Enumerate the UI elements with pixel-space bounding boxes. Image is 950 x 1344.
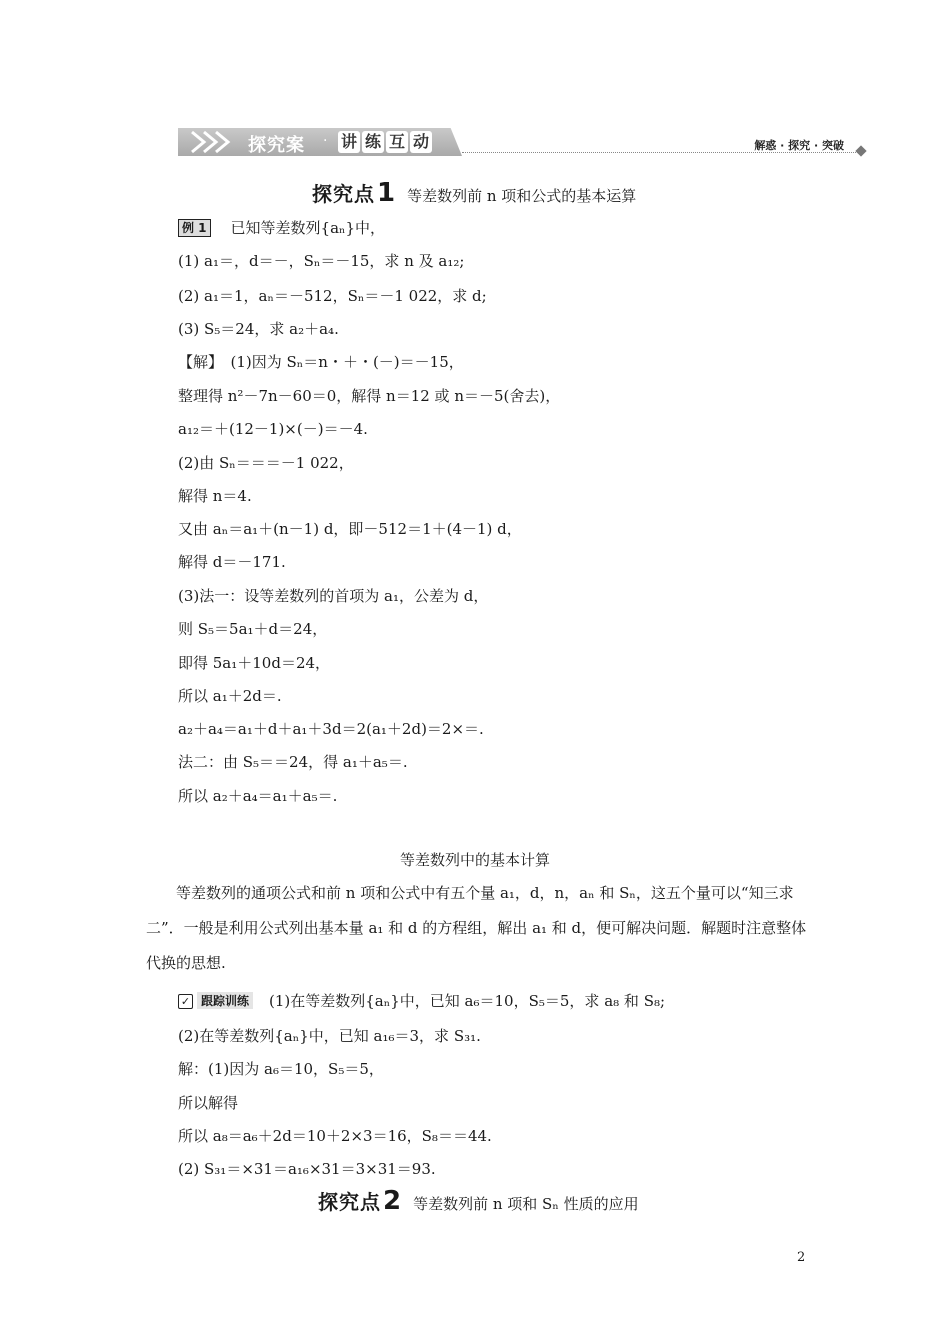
header-banner <box>178 128 462 156</box>
banner-title: 探究案 <box>248 135 305 156</box>
section-label: 探究点 <box>318 1190 381 1214</box>
check-icon: ✓ <box>178 994 193 1009</box>
method-title: 等差数列中的基本计算 <box>399 851 550 869</box>
example-line <box>178 217 385 238</box>
text-line: (2) S₃₁＝×31＝a₁₆×31＝3×31＝93. <box>178 1160 436 1178</box>
follow-practice-line <box>178 990 665 1011</box>
banner-tag: 动 <box>410 131 432 153</box>
text-line: a₁₂＝＋(12－1)×(－)＝－4. <box>178 420 368 438</box>
banner-separator: · <box>323 133 328 149</box>
text-line: 【解】 (1)因为 Sₙ＝n・＋・(－)＝－15， <box>178 353 464 371</box>
text-line: (2)在等差数列{aₙ}中，已知 a₁₆＝3，求 S₃₁. <box>178 1027 481 1045</box>
section-label: 探究点 <box>312 182 375 206</box>
text-line: 整理得 n²－7n－60＝0，解得 n＝12 或 n＝－5(舍去)， <box>178 387 561 405</box>
text-line: 所以 a₂＋a₄＝a₁＋a₅＝. <box>178 787 338 805</box>
chevron-right-icon <box>188 130 238 154</box>
text-line: (3) S₅＝24，求 a₂＋a₄. <box>178 320 339 338</box>
example-badge: 例 1 <box>178 219 211 237</box>
text-line: (2)由 Sₙ＝＝＝－1 022， <box>178 454 354 472</box>
banner-tag: 讲 <box>338 131 360 153</box>
diamond-icon <box>855 145 866 156</box>
text-line: (3)法一：设等差数列的首项为 a₁，公差为 d， <box>178 587 489 605</box>
text-line: 则 S₅＝5a₁＋d＝24， <box>178 620 328 638</box>
header-right-text: 解惑 · 探究 · 突破 <box>754 139 844 152</box>
page-number: 2 <box>797 1250 806 1265</box>
text-line: 所以解得 <box>178 1094 239 1112</box>
text-line: 解得 n＝4. <box>178 487 252 505</box>
text-line: 所以 a₁＋2d＝. <box>178 687 282 705</box>
text-line: a₂＋a₄＝a₁＋d＋a₁＋3d＝2(a₁＋2d)＝2×＝. <box>178 720 484 738</box>
section-title: 等差数列前 n 项和 Sₙ 性质的应用 <box>413 1195 639 1213</box>
text-line: 解：(1)因为 a₆＝10，S₅＝5， <box>178 1060 384 1078</box>
section-number: 1 <box>377 178 396 208</box>
section-title: 等差数列前 n 项和公式的基本运算 <box>407 187 637 205</box>
text-line: 又由 aₙ＝a₁＋(n－1) d，即－512＝1＋(4－1) d， <box>178 520 522 538</box>
text-line: (1) a₁＝，d＝－，Sₙ＝－15，求 n 及 a₁₂; <box>178 252 465 270</box>
example-prompt: 已知等差数列{aₙ}中， <box>230 219 386 237</box>
banner-tag: 互 <box>386 131 408 153</box>
section-heading-2 <box>318 1186 639 1216</box>
section-heading-1 <box>312 178 636 208</box>
text-line: 法二：由 S₅＝＝24，得 a₁＋a₅＝. <box>178 753 408 771</box>
follow-question: (1)在等差数列{aₙ}中，已知 a₆＝10，S₅＝5，求 a₈ 和 S₈; <box>269 992 666 1010</box>
text-line: 即得 5a₁＋10d＝24， <box>178 654 331 672</box>
banner-tags <box>338 131 432 153</box>
text-line: 所以 a₈＝a₆＋2d＝10＋2×3＝16，S₈＝＝44. <box>178 1127 492 1145</box>
text-line: 解得 d＝－171. <box>178 553 286 571</box>
follow-practice-label: 跟踪训练 <box>197 992 253 1009</box>
text-line: (2) a₁＝1，aₙ＝－512，Sₙ＝－1 022，求 d; <box>178 287 487 305</box>
banner-tag: 练 <box>362 131 384 153</box>
method-paragraph: 等差数列的通项公式和前 n 项和公式中有五个量 a₁，d，n，aₙ 和 Sₙ，这五个量可以“知三求二”．一般是利用公式列出基本量 a₁ 和 d 的方程组，解出 a₁ 和 d，便可解决问题．解题时注意整体代换的思想. <box>146 884 807 972</box>
section-number: 2 <box>383 1186 402 1216</box>
